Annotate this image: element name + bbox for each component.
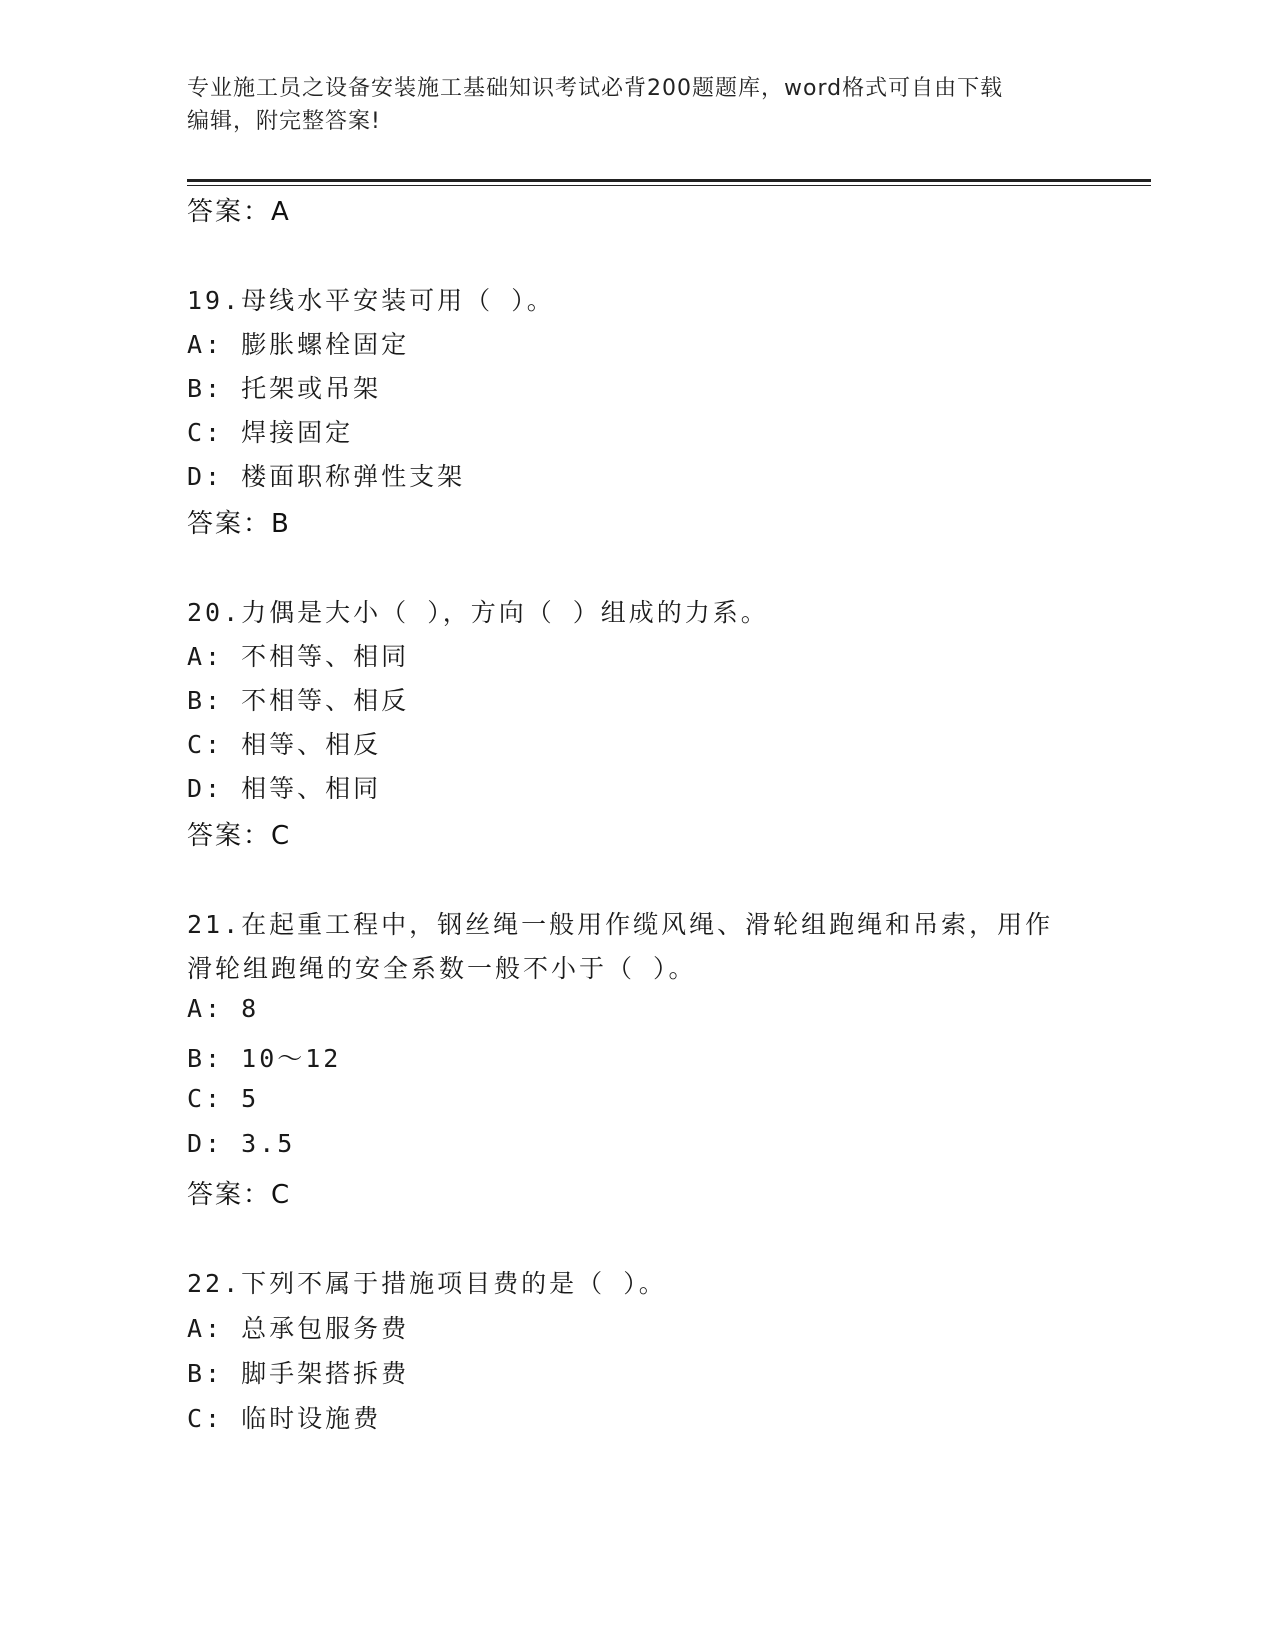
question-19-option-c: C: 焊接固定 bbox=[187, 418, 354, 447]
header-title-line-2: 编辑，附完整答案! bbox=[187, 109, 381, 134]
answer-previous: 答案：A bbox=[187, 197, 291, 227]
header-rule-thick bbox=[187, 179, 1151, 182]
question-20-option-b: B: 不相等、相反 bbox=[187, 686, 410, 715]
question-19-answer: 答案：B bbox=[187, 509, 291, 539]
question-21-option-c: C: 5 bbox=[187, 1084, 260, 1113]
header-rule-thin bbox=[187, 185, 1151, 186]
question-19-option-a: A: 膨胀螺栓固定 bbox=[187, 330, 410, 359]
question-20-option-d: D: 相等、相同 bbox=[187, 774, 382, 803]
question-20-stem: 20.力偶是大小（ ），方向（ ）组成的力系。 bbox=[187, 598, 769, 627]
question-21-option-d: D: 3.5 bbox=[187, 1129, 296, 1158]
document-header bbox=[187, 72, 1087, 138]
question-20-option-a: A: 不相等、相同 bbox=[187, 642, 410, 671]
question-19-option-d: D: 楼面职称弹性支架 bbox=[187, 462, 466, 491]
question-22-option-b: B: 脚手架搭拆费 bbox=[187, 1359, 410, 1388]
question-20-answer: 答案：C bbox=[187, 821, 292, 851]
question-21-option-a: A: 8 bbox=[187, 994, 260, 1023]
header-title-line-1: 专业施工员之设备安装施工基础知识考试必背200题题库，word格式可自由下载 bbox=[187, 76, 1004, 101]
question-20-option-c: C: 相等、相反 bbox=[187, 730, 382, 759]
question-22-option-a: A: 总承包服务费 bbox=[187, 1314, 410, 1343]
question-22-stem: 22.下列不属于措施项目费的是（ ）。 bbox=[187, 1269, 667, 1298]
question-21-answer: 答案：C bbox=[187, 1180, 292, 1210]
question-22-option-c: C: 临时设施费 bbox=[187, 1404, 382, 1433]
question-19-stem: 19.母线水平安装可用（ ）。 bbox=[187, 286, 555, 315]
question-21-option-b: B: 10～12 bbox=[187, 1044, 342, 1073]
question-21-stem-line-2: 滑轮组跑绳的安全系数一般不小于（ ）。 bbox=[187, 954, 697, 983]
question-19-option-b: B: 托架或吊架 bbox=[187, 374, 382, 403]
question-21-stem-line-1: 21.在起重工程中，钢丝绳一般用作缆风绳、滑轮组跑绳和吊索，用作 bbox=[187, 910, 1054, 939]
